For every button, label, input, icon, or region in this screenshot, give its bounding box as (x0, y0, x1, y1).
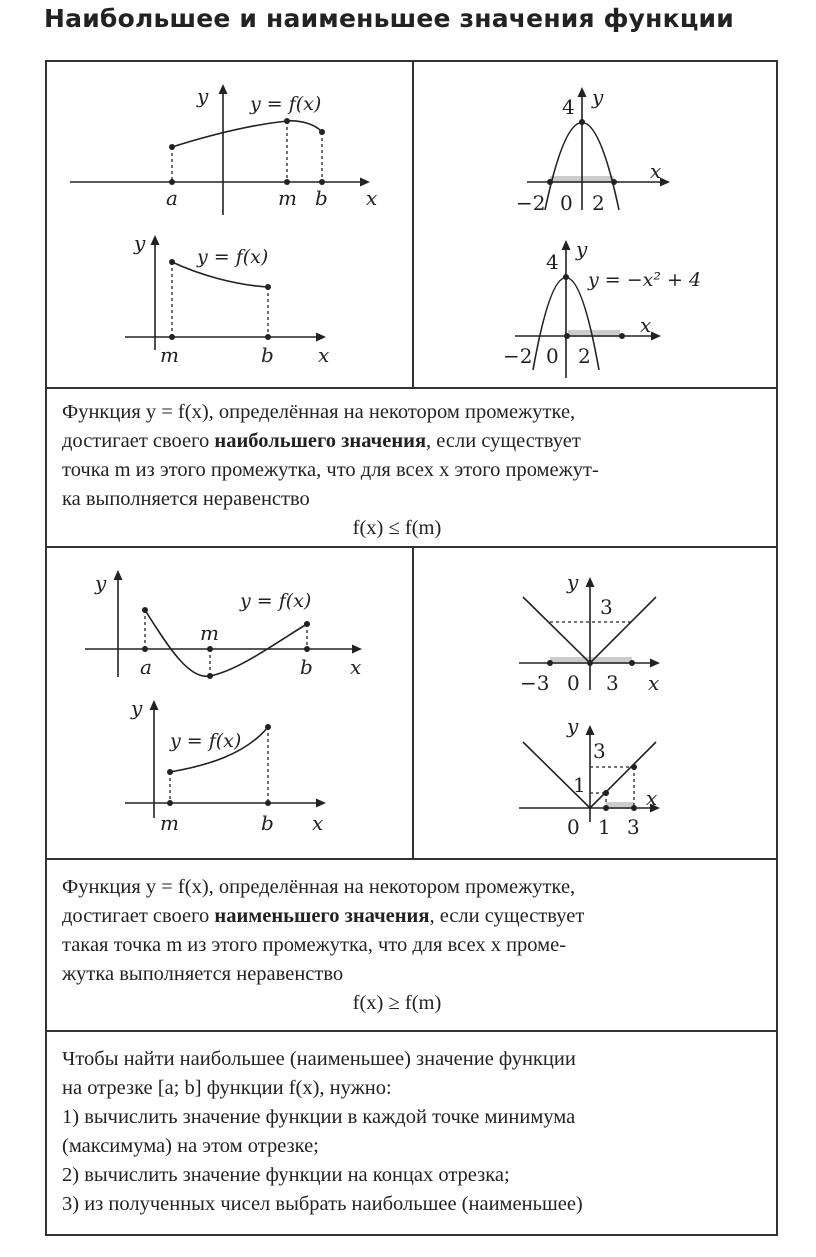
tick-label-1: 1 (598, 815, 611, 839)
tick-label-0: 0 (560, 191, 573, 215)
tick-label-m: m (278, 186, 297, 210)
axis-label-x: x (318, 343, 330, 367)
definition-line: Функция y = f(x), определённая на некотором промежутке, (62, 401, 576, 423)
min-definition (62, 873, 732, 1018)
tick-label-0: 0 (567, 671, 580, 695)
axis-label-x: x (646, 786, 658, 810)
tick-label-0: 0 (567, 815, 580, 839)
function-label: y = f(x) (170, 730, 242, 752)
axis-label-x: x (640, 313, 652, 337)
axis-label-y: y (134, 231, 146, 255)
tick-label-1: 1 (573, 773, 586, 797)
algorithm-step: 3) из полученных чисел выбрать наибольшее (наименьшее) (62, 1193, 583, 1215)
page-title: Наибольшее и наименьшее значения функции (44, 4, 734, 33)
definition-line: точка m из этого промежутка, что для всех x этого промежут- (62, 459, 599, 481)
axis-label-y: y (592, 85, 604, 109)
tick-label-m: m (200, 621, 219, 645)
axis-label-y: y (567, 714, 579, 738)
axis-label-y: y (567, 570, 579, 594)
axis-label-x: x (650, 159, 662, 183)
definition-line: такая точка m из этого промежутка, что для всех x проме- (62, 934, 567, 956)
algorithm-step: 1) вычислить значение функции в каждой точке минимума (62, 1106, 576, 1128)
tick-label-neg2: −2 (516, 191, 546, 215)
tick-label-neg2: −2 (503, 344, 533, 368)
axis-label-y: y (131, 696, 143, 720)
algorithm-step: (максимума) на этом отрезке; (62, 1135, 319, 1157)
tick-label-2: 2 (592, 191, 605, 215)
axis-label-y: y (95, 571, 107, 595)
definition-line: ка выполняется неравенство (62, 488, 310, 510)
tick-label-3: 3 (627, 815, 640, 839)
tick-label-3: 3 (606, 671, 619, 695)
function-label: y = f(x) (197, 246, 269, 268)
tick-label-0: 0 (546, 344, 559, 368)
tick-label-a: a (140, 655, 152, 679)
algorithm-line: Чтобы найти наибольшее (наименьшее) значение функции (62, 1048, 576, 1070)
axis-label-x: x (366, 186, 378, 210)
tick-label-b: b (261, 343, 274, 367)
tick-label-b: b (300, 655, 313, 679)
function-label: y = f(x) (240, 590, 312, 612)
tick-label-2: 2 (578, 344, 591, 368)
algorithm-step: 2) вычислить значение функции на концах отрезка; (62, 1164, 510, 1186)
tick-label-4: 4 (562, 95, 575, 119)
definition-line: Функция y = f(x), определённая на некотором промежутке, (62, 876, 576, 898)
tick-label-4: 4 (546, 250, 559, 274)
axis-label-x: x (648, 671, 660, 695)
tick-label-3: 3 (600, 595, 613, 619)
algorithm-line: на отрезке [a; b] функции f(x), нужно: (62, 1077, 392, 1099)
tick-label-neg3: −3 (520, 671, 550, 695)
axis-label-x: x (312, 811, 324, 835)
min-formula: f(x) ≥ f(m) (352, 992, 442, 1014)
function-label: y = f(x) (250, 93, 322, 115)
max-formula: f(x) ≤ f(m) (352, 517, 442, 539)
definition-line: достигает своего наименьшего значения, если существует (62, 905, 585, 927)
function-label: y = −x² + 4 (588, 269, 702, 291)
tick-label-3: 3 (593, 739, 606, 763)
definition-line: достигает своего наибольшего значения, если существует (62, 430, 581, 452)
axis-label-y: y (197, 84, 209, 108)
tick-label-b: b (261, 811, 274, 835)
definition-line: жутка выполняется неравенство (62, 963, 344, 985)
tick-label-m: m (160, 343, 179, 367)
axis-label-x: x (350, 655, 362, 679)
tick-label-a: a (166, 186, 178, 210)
algorithm (62, 1045, 583, 1219)
axis-label-y: y (576, 237, 588, 261)
tick-label-m: m (160, 811, 179, 835)
tick-label-b: b (315, 186, 328, 210)
